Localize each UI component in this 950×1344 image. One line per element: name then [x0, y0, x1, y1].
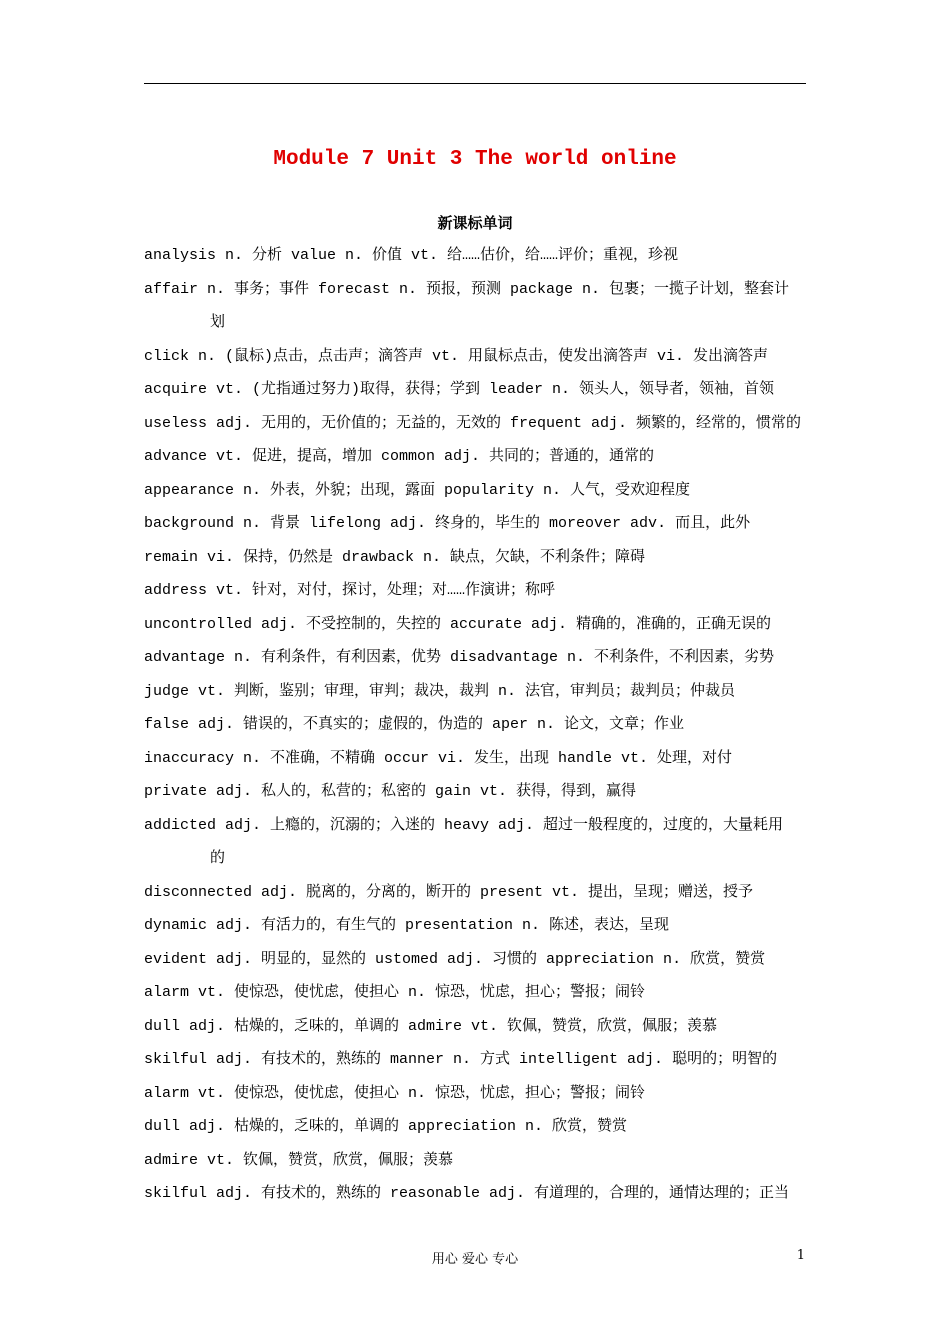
vocab-line: [144, 474, 808, 508]
vocab-line: [144, 876, 808, 910]
vocab-line: [144, 976, 808, 1010]
vocab-line: [144, 809, 808, 876]
page-number: 1: [796, 1248, 805, 1263]
vocab-line-text: useless adj. 无用的，无价值的；无益的，无效的 frequent adj. 频繁的，经常的，惯常的: [144, 414, 802, 432]
vocab-line-continuation: 的: [210, 850, 226, 867]
vocab-line-text: private adj. 私人的，私营的；私密的 gain vt. 获得，得到，赢得: [144, 783, 637, 800]
vocab-line-continuation: 划: [210, 314, 226, 331]
vocab-line: [144, 1144, 808, 1178]
section-subtitle: 新课标单词: [437, 214, 513, 232]
vocab-line: [144, 708, 808, 742]
vocab-line-text: dull adj. 枯燥的，乏味的，单调的 admire vt. 钦佩，赞赏，欣赏，佩服；羡慕: [144, 1017, 718, 1035]
vocab-line-text: judge vt. 判断，鉴别；审理，审判；裁决，裁判 n. 法官，审判员；裁判员；仲裁员: [144, 682, 736, 700]
vocab-line: [144, 1110, 808, 1144]
vocab-line-text: uncontrolled adj. 不受控制的，失控的 accurate adj. 精确的，准确的，正确无误的: [144, 615, 772, 633]
vocab-line-text: dull adj. 枯燥的，乏味的，单调的 appreciation n. 欣赏，赞赏: [144, 1118, 628, 1135]
vocab-line: [144, 373, 808, 407]
vocab-line-text: false adj. 错误的，不真实的；虚假的，伪造的 aper n. 论文，文章；作业: [144, 716, 685, 733]
vocab-line: [144, 1077, 808, 1111]
vocab-line: [144, 340, 808, 374]
vocab-line-text: skilful adj. 有技术的，熟练的 reasonable adj. 有道理的，合理的，通情达理的；正当: [144, 1185, 790, 1202]
vocab-line-text: remain vi. 保持，仍然是 drawback n. 缺点，欠缺，不利条件；障碍: [144, 548, 646, 566]
vocab-line: [144, 541, 808, 575]
vocab-line: [144, 1177, 808, 1211]
vocab-line: [144, 407, 808, 441]
vocab-line-text: address vt. 针对，对付，探讨，处理；对……作演讲；称呼: [144, 582, 556, 599]
vocab-line: [144, 943, 808, 977]
vocab-line: [144, 1010, 808, 1044]
vocab-line: [144, 608, 808, 642]
vocab-line: [144, 273, 808, 340]
vocab-line: [144, 675, 808, 709]
vocab-line: [144, 440, 808, 474]
vocab-line-text: analysis n. 分析 value n. 价值 vt. 给……估价，给……评价；重视，珍视: [144, 247, 679, 264]
vocab-line-text: background n. 背景 lifelong adj. 终身的，毕生的 moreover adv. 而且，此外: [144, 515, 751, 532]
vocab-line-text: disconnected adj. 脱离的，分离的，断开的 present vt. 提出，呈现；赠送，授予: [144, 883, 754, 901]
header-rule: [144, 83, 806, 84]
vocab-line: [144, 1043, 808, 1077]
vocabulary-list: [144, 239, 808, 1211]
vocab-line: [144, 574, 808, 608]
vocab-line-text: acquire vt. (尤指通过努力)取得，获得；学到 leader n. 领头人，领导者，领袖，首领: [144, 381, 775, 398]
vocab-line: [144, 775, 808, 809]
vocab-line-text: dynamic adj. 有活力的，有生气的 presentation n. 陈述，表达，呈现: [144, 917, 670, 934]
page-footer: 用心 爱心 专心: [431, 1252, 519, 1267]
vocab-line-text: appearance n. 外表，外貌；出现，露面 popularity n. 人气，受欢迎程度: [144, 481, 691, 499]
vocab-line-text: inaccuracy n. 不准确，不精确 occur vi. 发生，出现 handle vt. 处理，对付: [144, 749, 733, 767]
vocab-line-text: advance vt. 促进，提高，增加 common adj. 共同的；普通的，通常的: [144, 448, 655, 465]
vocab-line: [144, 641, 808, 675]
vocab-line-text: alarm vt. 使惊恐，使忧虑，使担心 n. 惊恐，忧虑，担心；警报；闹铃: [144, 984, 646, 1001]
vocab-line-text: skilful adj. 有技术的，熟练的 manner n. 方式 intelligent adj. 聪明的；明智的: [144, 1051, 778, 1068]
vocab-line-text: affair n. 事务；事件 forecast n. 预报，预测 package n. 包裹；一揽子计划，整套计: [144, 280, 790, 298]
vocab-line-text: addicted adj. 上瘾的，沉溺的；入迷的 heavy adj. 超过一般程度的，过度的，大量耗用: [144, 816, 784, 834]
vocab-line-text: evident adj. 明显的，显然的 ustomed adj. 习惯的 appreciation n. 欣赏，赞赏: [144, 950, 766, 968]
vocab-line-text: admire vt. 钦佩，赞赏，欣赏，佩服；羡慕: [144, 1151, 454, 1169]
vocab-line: [144, 909, 808, 943]
vocab-line-text: advantage n. 有利条件，有利因素，优势 disadvantage n. 不利条件，不利因素，劣势: [144, 649, 775, 666]
vocab-line-text: alarm vt. 使惊恐，使忧虑，使担心 n. 惊恐，忧虑，担心；警报；闹铃: [144, 1084, 646, 1102]
vocab-line-text: click n. (鼠标)点击，点击声；滴答声 vt. 用鼠标点击，使发出滴答声 vi. 发出滴答声: [144, 347, 769, 365]
page-title: Module 7 Unit 3 The world online: [273, 148, 677, 171]
vocab-line: [144, 239, 808, 273]
vocab-line: [144, 742, 808, 776]
vocab-line: [144, 507, 808, 541]
